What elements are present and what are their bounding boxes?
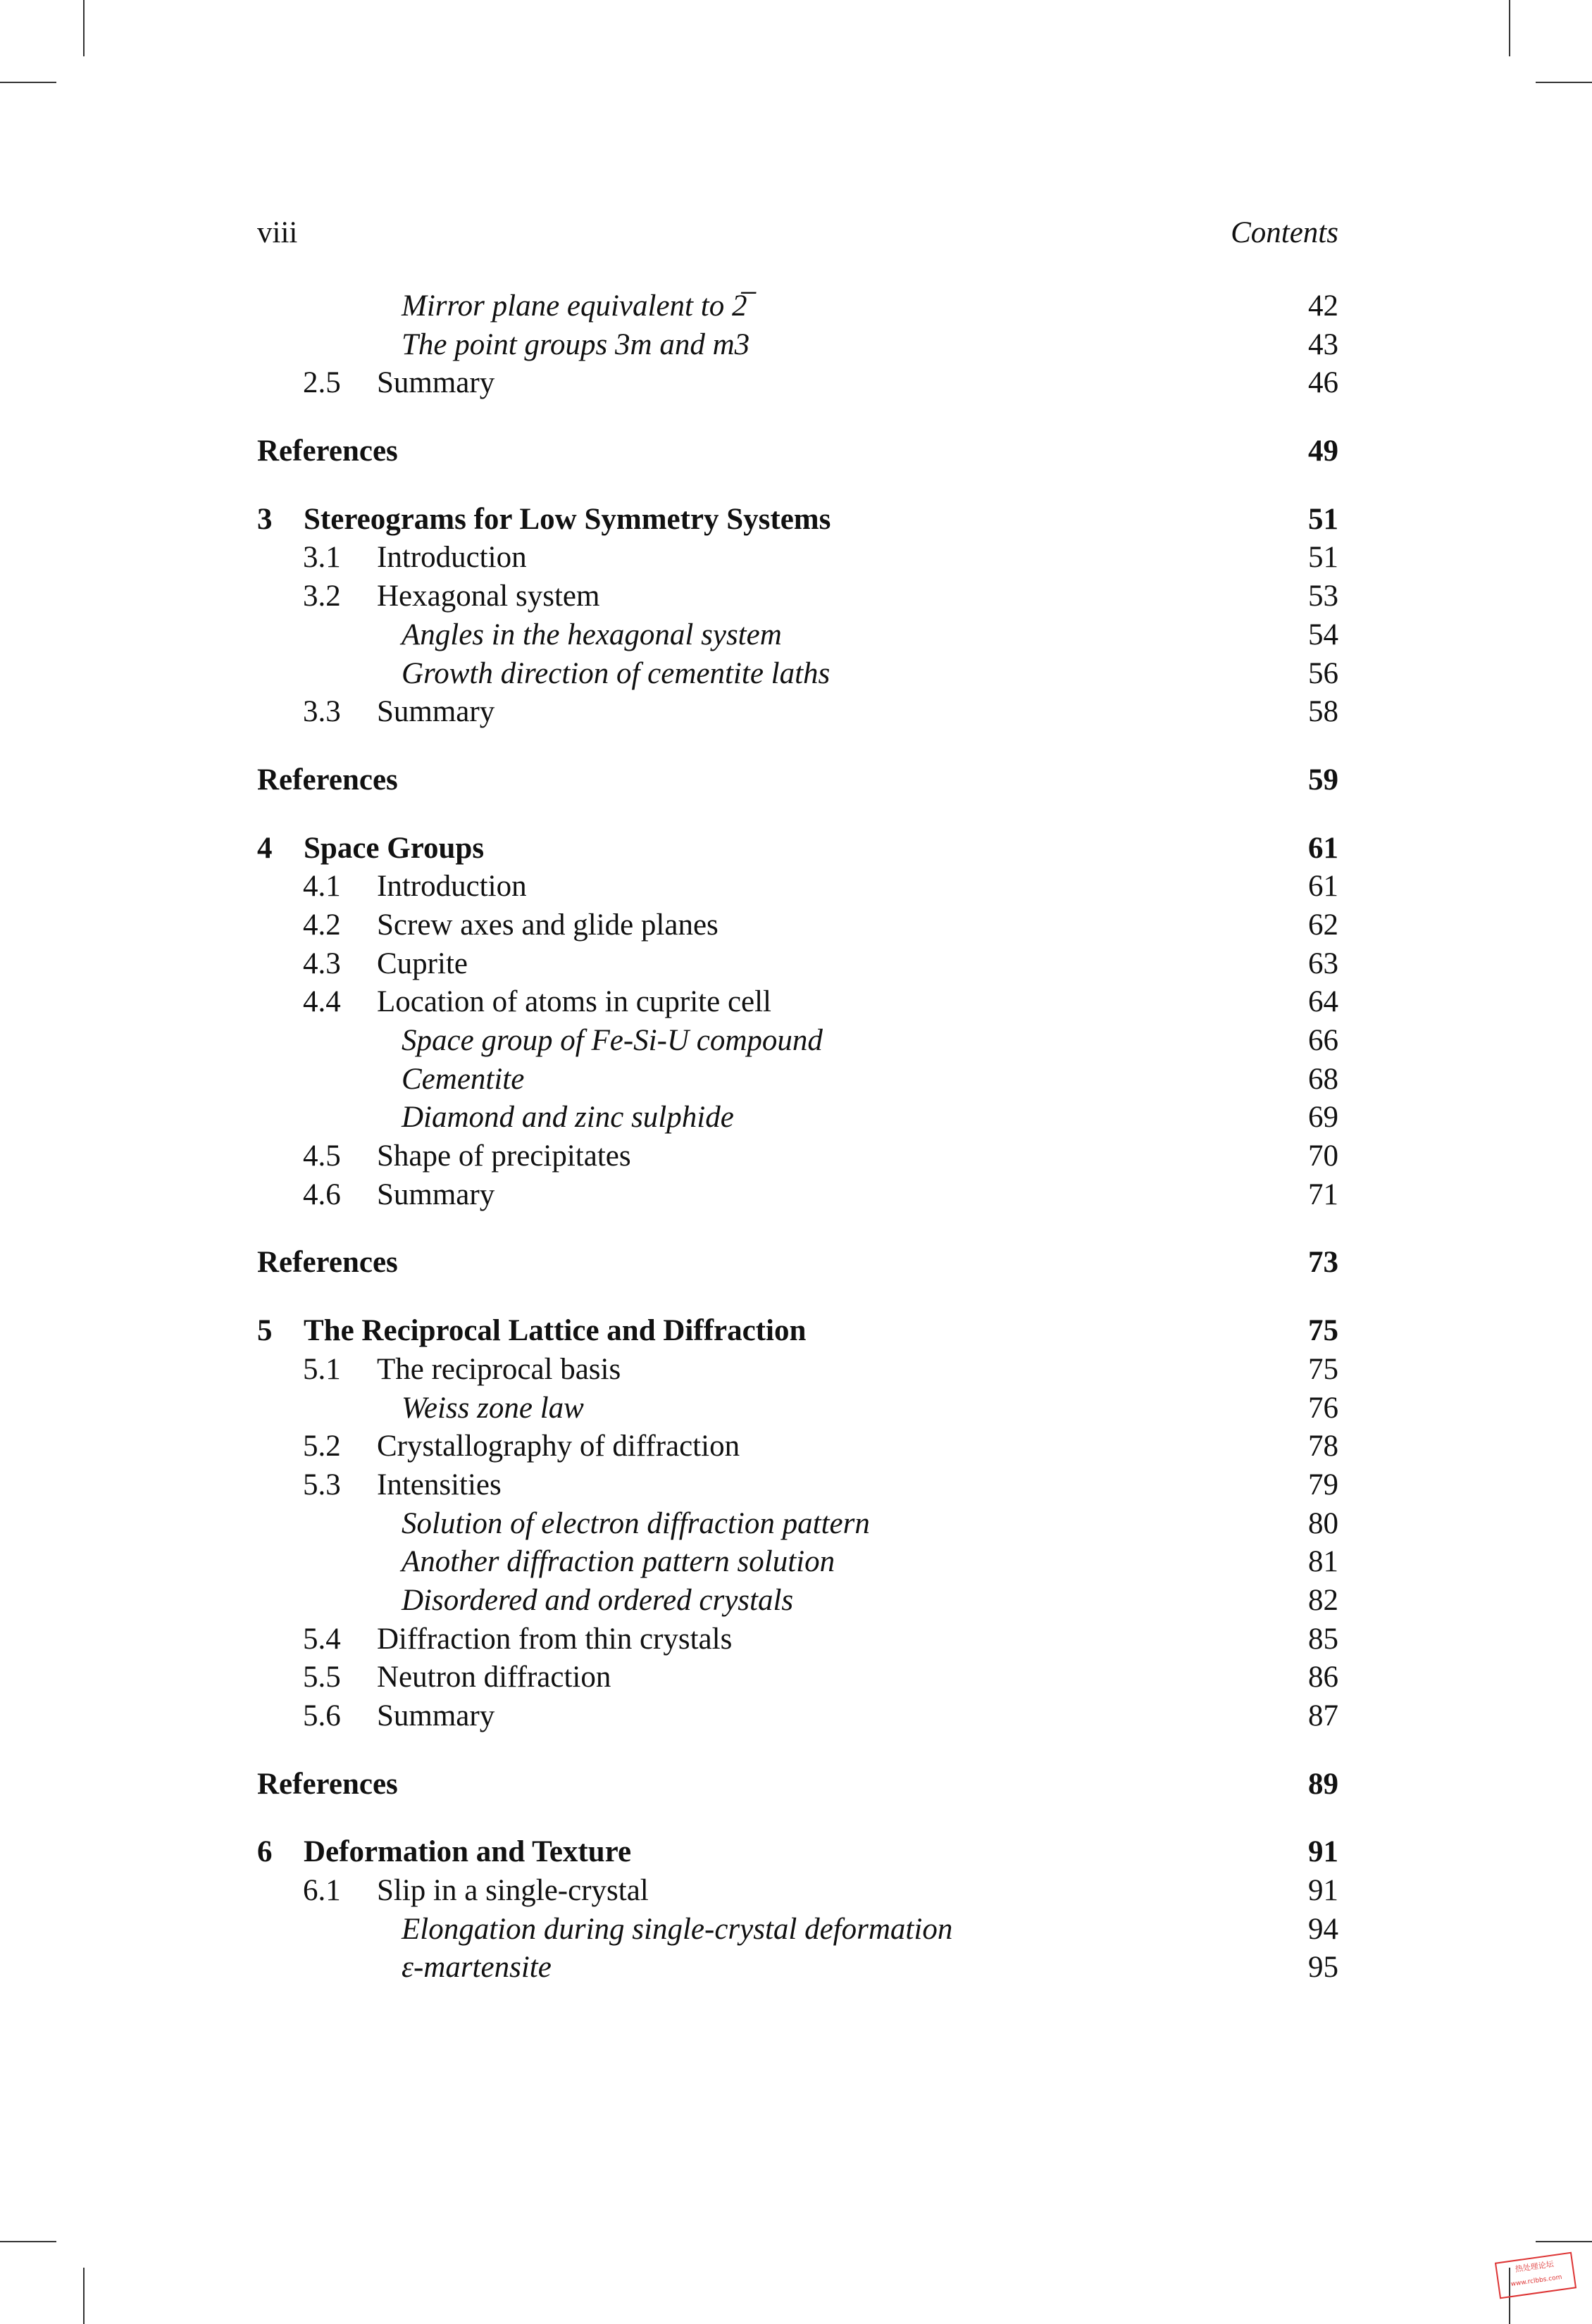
toc-entry-number: 4.1: [303, 870, 341, 904]
toc-entry-number: 2.5: [303, 366, 341, 400]
toc-entry-number: 4.6: [303, 1177, 341, 1211]
toc-entry-text: [257, 1427, 750, 1466]
toc-page-number: 91: [1268, 1872, 1338, 1911]
toc-entry-title: Growth direction of cementite laths: [402, 656, 831, 690]
toc-entry-text: [257, 830, 484, 868]
toc-entry-text: [257, 1137, 641, 1176]
toc-entry-text: [257, 1833, 631, 1872]
toc-section-row[interactable]: [257, 1176, 1338, 1215]
toc-entry-title: Slip in a single-crystal: [377, 1874, 649, 1908]
crop-mark: [0, 2241, 56, 2242]
toc-entry-number: 5.2: [303, 1430, 341, 1463]
page-folio: viii: [257, 216, 298, 249]
toc-entry-title: Introduction: [377, 541, 527, 575]
toc-page-number: 43: [1268, 326, 1338, 365]
toc-page-number: 95: [1268, 1949, 1338, 1987]
toc-section-row[interactable]: [257, 1697, 1338, 1736]
toc-entry-number: 5.4: [303, 1622, 341, 1656]
toc-entry-number: 4.2: [303, 908, 341, 942]
toc-entry-title: Disordered and ordered crystals: [402, 1583, 794, 1617]
toc-entry-title: Location of atoms in cuprite cell: [377, 985, 772, 1019]
toc-entry-text: [257, 655, 840, 694]
toc-subsection-row[interactable]: [257, 326, 1338, 365]
running-head: [257, 211, 1338, 254]
toc-section-row[interactable]: [257, 577, 1338, 616]
toc-entry-text: [257, 326, 759, 365]
toc-section-row[interactable]: [257, 1658, 1338, 1697]
toc-entry-title: Summary: [377, 366, 495, 400]
toc-subsection-row[interactable]: [257, 655, 1338, 694]
toc-entry-number: 5: [257, 1314, 273, 1348]
toc-page-number: 82: [1268, 1582, 1338, 1620]
toc-entry-title: Introduction: [377, 870, 527, 904]
toc-page-number: 56: [1268, 655, 1338, 694]
toc-refs-row[interactable]: [257, 1766, 1338, 1804]
toc-entry-number: 5.6: [303, 1699, 341, 1732]
crop-mark: [83, 0, 85, 56]
toc-entry-text: [257, 1582, 803, 1620]
toc-page-number: 89: [1268, 1766, 1338, 1804]
toc-subsection-row[interactable]: [257, 1505, 1338, 1544]
toc-entry-title: References: [257, 763, 398, 796]
toc-entry-number: 3.2: [303, 580, 341, 613]
toc-page-number: 53: [1268, 577, 1338, 616]
toc-entry-title: Shape of precipitates: [377, 1139, 631, 1173]
crop-mark: [1509, 0, 1510, 56]
toc-entry-number: 3.1: [303, 541, 341, 575]
toc-entry-text: [257, 1389, 594, 1428]
toc-entry-text: [257, 501, 831, 539]
toc-page-number: 51: [1268, 539, 1338, 577]
toc-subsection-row[interactable]: [257, 1543, 1338, 1582]
toc-entry-text: [257, 616, 792, 655]
toc-page-number: 87: [1268, 1697, 1338, 1736]
toc-page-number: 85: [1268, 1620, 1338, 1659]
toc-section-row[interactable]: [257, 1620, 1338, 1659]
toc-entry-text: [257, 1620, 742, 1659]
toc-subsection-row[interactable]: [257, 287, 1338, 326]
toc-entry-title: Summary: [377, 695, 495, 729]
toc-entry-text: [257, 1697, 504, 1736]
toc-entry-title: Hexagonal system: [377, 580, 600, 613]
toc-page-number: 76: [1268, 1389, 1338, 1428]
toc-page-number: 61: [1268, 830, 1338, 868]
toc-page-number: 62: [1268, 906, 1338, 945]
toc-section-row[interactable]: [257, 868, 1338, 906]
toc-section-row[interactable]: [257, 983, 1338, 1022]
toc-entry-text: [257, 1351, 630, 1389]
toc-entry-title: Space Groups: [304, 831, 485, 865]
toc-subsection-row[interactable]: [257, 1061, 1338, 1099]
crop-mark: [1536, 82, 1592, 83]
toc-entry-text: [257, 1872, 659, 1911]
toc-page-number: 80: [1268, 1505, 1338, 1544]
toc-entry-number: 4.4: [303, 985, 341, 1019]
running-title: Contents: [1231, 216, 1338, 249]
toc-entry-number: 3.3: [303, 695, 341, 729]
toc-page-number: 81: [1268, 1543, 1338, 1582]
toc-entry-title: Screw axes and glide planes: [377, 908, 719, 942]
toc-entry-title: Diamond and zinc sulphide: [402, 1101, 734, 1135]
toc-entry-title: ε-martensite: [402, 1951, 552, 1985]
toc-entry-text: [257, 1022, 833, 1061]
toc-entry-text: [257, 432, 408, 471]
toc-entry-title: Another diffraction pattern solution: [402, 1545, 835, 1579]
toc-entry-text: [257, 1176, 504, 1215]
toc-chapter-row[interactable]: [257, 1312, 1338, 1351]
toc-section-row[interactable]: [257, 1466, 1338, 1505]
toc-entry-text: [257, 1466, 511, 1505]
toc-entry-text: [257, 287, 757, 326]
toc-page-number: 75: [1268, 1312, 1338, 1351]
toc-page-number: 68: [1268, 1061, 1338, 1099]
toc-entry-title: Weiss zone law: [402, 1391, 584, 1425]
toc-page-number: 91: [1268, 1833, 1338, 1872]
toc-page-number: 70: [1268, 1137, 1338, 1176]
toc-entry-title: Crystallography of diffraction: [377, 1430, 740, 1463]
toc-entry-title: References: [257, 1767, 398, 1801]
toc-subsection-row[interactable]: [257, 1099, 1338, 1137]
toc-page-number: 59: [1268, 761, 1338, 800]
toc-subsection-row[interactable]: [257, 1022, 1338, 1061]
toc-subsection-row[interactable]: [257, 1911, 1338, 1949]
toc-entry-title: Space group of Fe-Si-U compound: [402, 1024, 823, 1057]
toc-page-number: 75: [1268, 1351, 1338, 1389]
watermark-stamp: [1495, 2252, 1577, 2299]
toc-page-number: 69: [1268, 1099, 1338, 1137]
toc-entry-text: [257, 364, 504, 403]
toc-page-number: 63: [1268, 945, 1338, 984]
toc-subsection-row[interactable]: [257, 1949, 1338, 1987]
toc-entry-number: 6.1: [303, 1874, 341, 1908]
toc-page-number: 61: [1268, 868, 1338, 906]
toc-page-number: 71: [1268, 1176, 1338, 1215]
toc-entry-text: [257, 1766, 408, 1804]
toc-chapter-row[interactable]: [257, 830, 1338, 868]
toc-subsection-row[interactable]: [257, 1389, 1338, 1428]
toc-entry-title: Cuprite: [377, 947, 468, 980]
toc-entry-text: [257, 1099, 744, 1137]
toc-entry-title: The Reciprocal Lattice and Diffraction: [304, 1314, 807, 1348]
toc-entry-title: References: [257, 1246, 398, 1280]
toc-section-row[interactable]: [257, 1872, 1338, 1911]
toc-section-row[interactable]: [257, 539, 1338, 577]
toc-section-row[interactable]: [257, 906, 1338, 945]
toc-entry-title: Solution of electron diffraction pattern: [402, 1506, 870, 1540]
toc-page-number: 54: [1268, 616, 1338, 655]
toc-section-row[interactable]: [257, 1351, 1338, 1389]
toc-chapter-row[interactable]: [257, 501, 1338, 539]
toc-section-row[interactable]: [257, 1427, 1338, 1466]
toc-entry-text: [257, 1658, 621, 1697]
toc-entry-text: [257, 983, 781, 1022]
toc-entry-number: 5.3: [303, 1468, 341, 1501]
toc-entry-title: Summary: [377, 1699, 495, 1732]
toc-entry-text: [257, 1949, 561, 1987]
table-of-contents: [257, 287, 1338, 1987]
toc-page-number: 46: [1268, 364, 1338, 403]
toc-entry-title: Angles in the hexagonal system: [402, 618, 782, 651]
toc-page-number: 64: [1268, 983, 1338, 1022]
toc-entry-title: References: [257, 435, 398, 468]
toc-entry-title: Mirror plane equivalent to 2̅: [402, 289, 747, 323]
toc-page-number: 66: [1268, 1022, 1338, 1061]
toc-entry-title: Stereograms for Low Symmetry Systems: [304, 502, 831, 536]
toc-entry-title: Cementite: [402, 1062, 525, 1096]
toc-entry-title: The reciprocal basis: [377, 1352, 621, 1386]
contents-page: [257, 211, 1338, 1987]
toc-section-row[interactable]: [257, 693, 1338, 732]
toc-entry-text: [257, 945, 478, 984]
stamp-line: www.rclbbs.com: [1510, 2273, 1563, 2288]
toc-entry-title: Elongation during single-crystal deformation: [402, 1912, 953, 1946]
toc-entry-title: Deformation and Texture: [304, 1835, 632, 1869]
toc-entry-number: 3: [257, 502, 273, 536]
toc-entry-title: Neutron diffraction: [377, 1661, 611, 1694]
toc-entry-text: [257, 693, 504, 732]
toc-chapter-row[interactable]: [257, 1833, 1338, 1872]
toc-entry-text: [257, 906, 728, 945]
toc-entry-number: 4.5: [303, 1139, 341, 1173]
crop-mark: [83, 2268, 85, 2324]
toc-entry-text: [257, 761, 408, 800]
toc-entry-text: [257, 577, 609, 616]
toc-page-number: 42: [1268, 287, 1338, 326]
toc-page-number: 73: [1268, 1244, 1338, 1282]
stamp-line: 热处理论坛: [1515, 2259, 1555, 2274]
crop-mark: [0, 82, 56, 83]
toc-entry-number: 4: [257, 831, 273, 865]
toc-subsection-row[interactable]: [257, 616, 1338, 655]
toc-entry-number: 4.3: [303, 947, 341, 980]
toc-page-number: 51: [1268, 501, 1338, 539]
toc-section-row[interactable]: [257, 364, 1338, 403]
toc-entry-text: [257, 1244, 408, 1282]
toc-entry-number: 5.1: [303, 1352, 341, 1386]
toc-refs-row[interactable]: [257, 761, 1338, 800]
toc-entry-title: Intensities: [377, 1468, 502, 1501]
crop-mark: [1536, 2241, 1592, 2242]
toc-page-number: 49: [1268, 432, 1338, 471]
toc-subsection-row[interactable]: [257, 1582, 1338, 1620]
toc-entry-text: [257, 539, 537, 577]
toc-entry-number: 6: [257, 1835, 273, 1869]
toc-page-number: 78: [1268, 1427, 1338, 1466]
toc-entry-text: [257, 1911, 962, 1949]
toc-entry-text: [257, 1543, 845, 1582]
toc-entry-number: 5.5: [303, 1661, 341, 1694]
toc-entry-title: The point groups 3m and m3: [402, 327, 750, 361]
toc-page-number: 79: [1268, 1466, 1338, 1505]
toc-entry-text: [257, 1061, 534, 1099]
toc-section-row[interactable]: [257, 945, 1338, 984]
toc-refs-row[interactable]: [257, 432, 1338, 471]
toc-entry-title: Diffraction from thin crystals: [377, 1622, 733, 1656]
toc-entry-text: [257, 1505, 880, 1544]
toc-page-number: 86: [1268, 1658, 1338, 1697]
toc-entry-text: [257, 868, 537, 906]
toc-section-row[interactable]: [257, 1137, 1338, 1176]
toc-entry-text: [257, 1312, 806, 1351]
toc-page-number: 58: [1268, 693, 1338, 732]
toc-refs-row[interactable]: [257, 1244, 1338, 1282]
toc-page-number: 94: [1268, 1911, 1338, 1949]
toc-entry-title: Summary: [377, 1177, 495, 1211]
